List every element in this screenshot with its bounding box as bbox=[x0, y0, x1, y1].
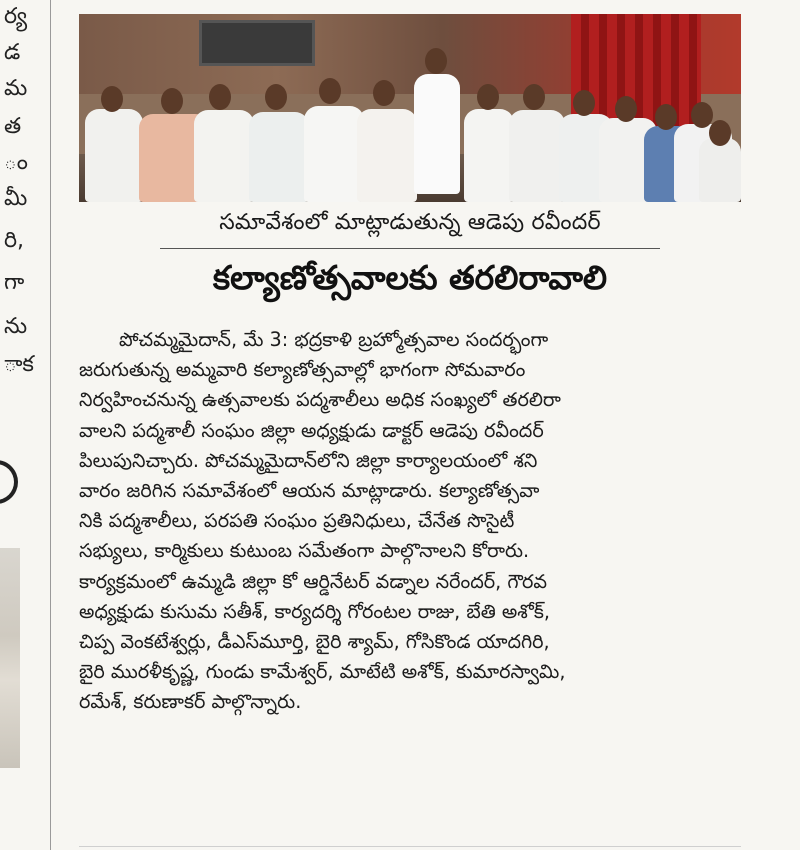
photo-caption: సమావేశంలో మాట్లాడుతున్న ఆడెపు రవీందర్ bbox=[219, 210, 601, 235]
person-figure bbox=[357, 109, 417, 202]
person-figure bbox=[85, 109, 143, 202]
article-line: జరుగుతున్న అమ్మవారి కల్యాణోత్సవాల్లో భాగంగా సోమవారం bbox=[79, 358, 526, 382]
article-headline: కల్యాణోత్సవాలకు తరలిరావాలి bbox=[212, 258, 608, 297]
column-divider bbox=[50, 0, 51, 850]
person-figure bbox=[194, 110, 254, 202]
fragment-text: మీ bbox=[4, 186, 28, 211]
article-line: బైరి మురళీకృష్ణ, గుండు కామేశ్వర్, మాటేటి అశోక్, కుమారస్వామి, bbox=[79, 660, 566, 684]
article-line: అధ్యక్షుడు కుసుమ సతీశ్, కార్యదర్శి గోరంటల రాజు, బేతి అశోక్, bbox=[79, 599, 550, 623]
fragment-text: త bbox=[4, 114, 22, 139]
fragment-text: ను bbox=[4, 314, 28, 339]
person-head bbox=[265, 84, 287, 110]
article-line: నిర్వహించనున్న ఉత్సవాలకు పద్మశాలీలు అధిక సంఖ్యలో తరలిరా bbox=[79, 388, 561, 412]
fragment-text: మ bbox=[4, 76, 28, 101]
adjacent-photo-fragment bbox=[0, 548, 20, 768]
person-figure bbox=[699, 138, 741, 202]
article-body bbox=[79, 325, 741, 718]
bracket-graphic bbox=[0, 460, 18, 504]
adjacent-column-fragment bbox=[0, 0, 48, 850]
person-head bbox=[573, 90, 595, 116]
bottom-divider bbox=[79, 846, 741, 847]
person-head bbox=[373, 80, 395, 106]
person-figure bbox=[249, 112, 309, 202]
person-head bbox=[209, 84, 231, 110]
article-line: వాలని పద్మశాలీ సంఘం జిల్లా అధ్యక్షుడు డాక్టర్ ఆడెపు రవీందర్ bbox=[79, 418, 544, 442]
caption-divider bbox=[160, 248, 660, 249]
fragment-text: రి, bbox=[4, 228, 25, 253]
article-line: పోచమ్మమైదాన్, మే 3: భద్రకాళి బ్రహ్మోత్సవాల సందర్భంగా bbox=[119, 328, 549, 351]
article-line: పిలుపునిచ్చారు. పోచమ్మమైదాన్‌లోని జిల్లా కార్యాలయంలో శని bbox=[79, 448, 538, 472]
fragment-text: డ bbox=[4, 40, 21, 65]
fragment-text: గా bbox=[4, 270, 25, 295]
person-head bbox=[523, 84, 545, 110]
person-head bbox=[655, 104, 677, 130]
person-head bbox=[101, 86, 123, 112]
article-line: నికి పద్మశాలీలు, పరపతి సంఘం ప్రతినిధులు, చేనేత సొసైటీ bbox=[79, 509, 515, 533]
person-head bbox=[709, 120, 731, 146]
person-head bbox=[615, 96, 637, 122]
fragment-text: ాక bbox=[4, 352, 34, 377]
person-head bbox=[161, 88, 183, 114]
person-head bbox=[319, 78, 341, 104]
article-line: కార్యక్రమంలో ఉమ్మడి జిల్లా కో ఆర్డినేటర్ వడ్నాల నరేందర్, గౌరవ bbox=[79, 569, 548, 593]
person-figure bbox=[414, 74, 460, 194]
person-figure bbox=[304, 106, 364, 202]
person-head bbox=[425, 48, 447, 74]
person-figure bbox=[464, 109, 514, 202]
article-line: వారం జరిగిన సమావేశంలో ఆయన మాట్లాడారు. కల్యాణోత్సవా bbox=[79, 479, 540, 503]
person-figure bbox=[509, 110, 565, 202]
person-head bbox=[477, 84, 499, 110]
article-line: సభ్యులు, కార్మికులు కుటుంబ సమేతంగా పాల్గొనాలని కోరారు. bbox=[79, 539, 530, 563]
photo-window bbox=[199, 20, 315, 66]
article-line: చిప్ప వెంకటేశ్వర్లు, డీఎస్‌మూర్తి, బైరి శ్యామ్, గోసికొండ యాదగిరి, bbox=[79, 630, 550, 654]
fragment-text: ం bbox=[4, 150, 28, 175]
fragment-text: ర్య bbox=[4, 4, 28, 29]
article-line: రమేశ్, కరుణాకర్ పాల్గొన్నారు. bbox=[79, 690, 302, 714]
person-head bbox=[691, 102, 713, 128]
meeting-photo bbox=[79, 14, 741, 202]
